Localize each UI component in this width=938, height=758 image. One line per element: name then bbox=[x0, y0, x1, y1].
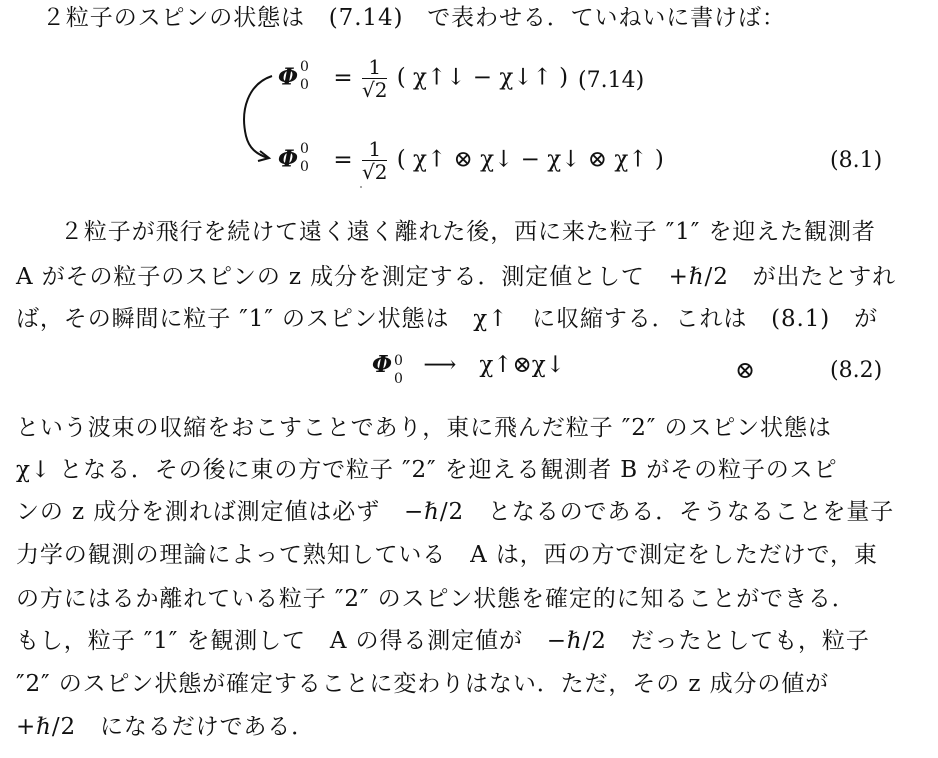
intro-line: ２粒子のスピンの状態は (7.14) で表わせる．ていねいに書けば： bbox=[42, 5, 786, 31]
paragraph-1-line-3: ば，その瞬間に粒子 ″1″ のスピン状態は χ↑ に収縮する．これは (8.1) が bbox=[16, 306, 878, 332]
phi-symbol: Φ bbox=[372, 351, 393, 378]
equation-number-7-14: (7.14) bbox=[578, 68, 645, 93]
equation-number-8-2: (8.2) bbox=[830, 358, 883, 383]
phi-indices: 0 0 bbox=[394, 353, 403, 387]
paragraph-1-line-2: A がその粒子のスピンの z 成分を測定する．測定値として +ℏ/2 が出たとすれ bbox=[16, 264, 897, 290]
paragraph-2-line-4: 力学の観測の理論によって熟知している A は，西の方で測定をしただけで，東 bbox=[16, 542, 878, 568]
phi-indices: 0 0 bbox=[300, 141, 309, 175]
paragraph-2-line-6: もし，粒子 ″1″ を観測して A の得る測定値が −ℏ/2 だったとしても，粒子 bbox=[16, 628, 870, 654]
fraction: $\frac{1}{√2}$ bbox=[361, 55, 388, 102]
paragraph-2-line-1: という波束の収縮をおこすことであり，東に飛んだ粒子 ″2″ のスピン状態は bbox=[16, 415, 832, 441]
phi-indices: 0 0 bbox=[300, 59, 309, 93]
equation-8-2 bbox=[372, 350, 566, 387]
equals-sign: = bbox=[333, 64, 353, 91]
paragraph-2-line-3: ンの z 成分を測れば測定値は必ず −ℏ/2 となるのである．そうなることを量子 bbox=[16, 499, 895, 525]
equation-rhs: ( χ↑↓ − χ↓↑ ) bbox=[396, 64, 569, 91]
paragraph-2-line-2: χ↓ となる．その後に東の方で粒子 ″2″ を迎える観測者 B がその粒子のスピ bbox=[16, 457, 838, 483]
paragraph-2-line-5: の方にはるか離れている粒子 ″2″ のスピン状態を確定的に知ることができる． bbox=[16, 586, 856, 612]
paragraph-2-line-8: +ℏ/2 になるだけである． bbox=[16, 714, 316, 740]
phi-symbol: Φ bbox=[278, 145, 299, 173]
equation-rhs: ( χ↑ ⊗ χ↓ − χ↓ ⊗ χ↑ ) bbox=[396, 146, 664, 173]
equals-sign: = bbox=[333, 146, 353, 173]
equation-rhs: ⟶ χ↑⊗χ↓ bbox=[423, 352, 566, 378]
equation-8-1 bbox=[278, 138, 664, 183]
phi-symbol: Φ bbox=[278, 63, 299, 91]
paragraph-2-line-7: ″2″ のスピン状態が確定することに変わりはない．ただ，その z 成分の値が bbox=[16, 671, 830, 697]
fraction: $\frac{1}{√2}$ bbox=[361, 137, 388, 184]
stray-dot bbox=[360, 186, 362, 188]
curved-arrow-icon bbox=[238, 70, 278, 165]
paragraph-1-line-1: ２粒子が飛行を続けて遠く遠く離れた後，西に来た粒子 ″1″ を迎えた観測者 bbox=[60, 219, 876, 245]
otimes-symbol: ⊗ bbox=[735, 356, 756, 384]
equation-number-8-1: (8.1) bbox=[830, 148, 883, 173]
equation-7-14 bbox=[278, 56, 568, 101]
